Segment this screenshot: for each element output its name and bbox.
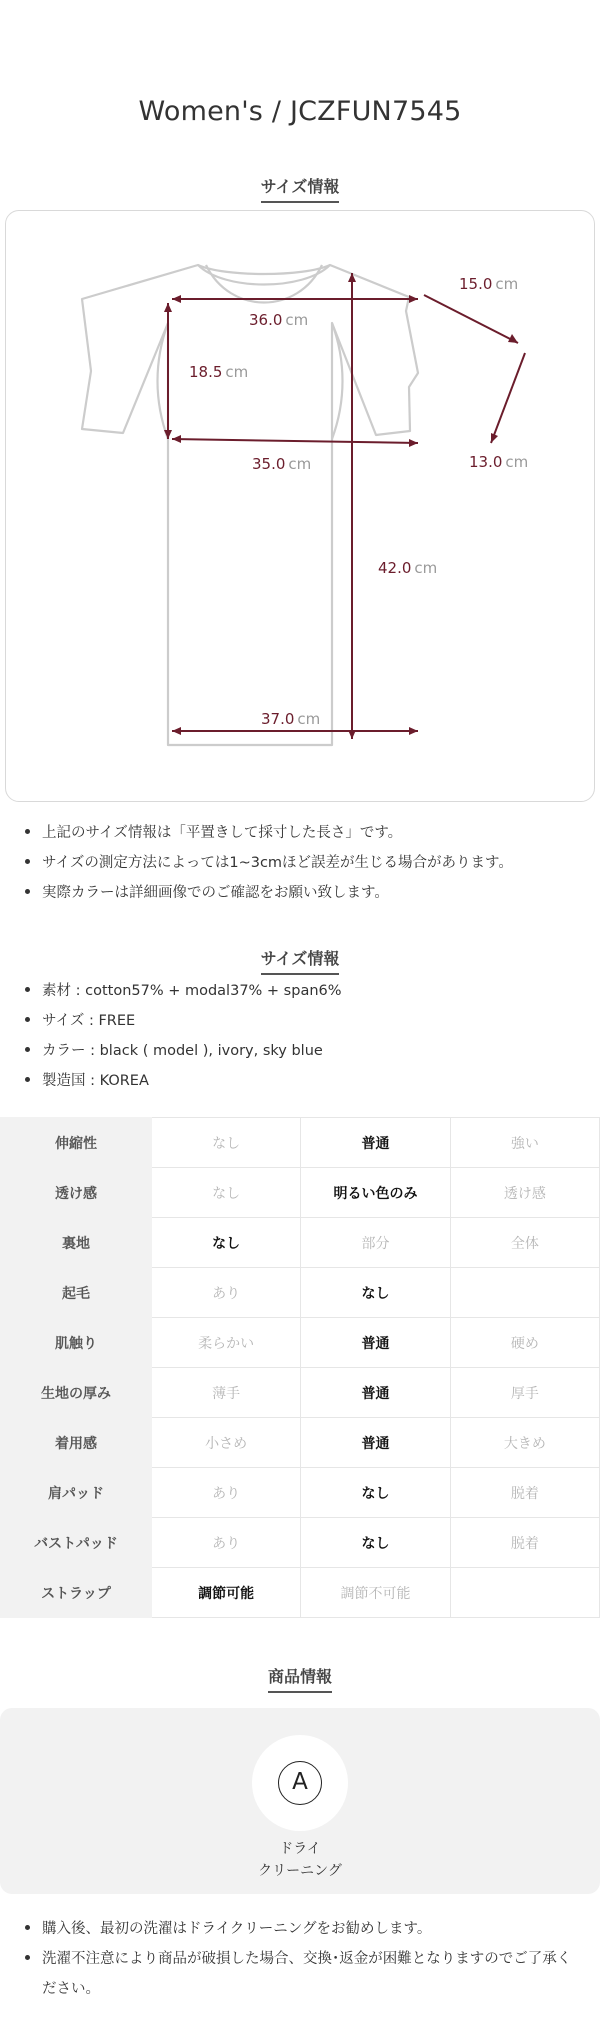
armhole-arrow-bottom	[164, 430, 172, 439]
attribute-option: あり	[152, 1468, 301, 1518]
armhole-arrow-top	[164, 303, 172, 312]
attribute-label: 生地の厚み	[1, 1368, 152, 1418]
attribute-label: バストパッド	[1, 1518, 152, 1568]
armhole-measurement: 18.5 cm	[189, 363, 249, 381]
attribute-row	[1, 1568, 600, 1618]
size-note: 実際カラーは詳細画像でのご確認をお願い致します。	[22, 878, 513, 908]
hem-arrow-right	[409, 727, 418, 735]
dry-clean-icon: A	[278, 1761, 322, 1805]
care-panel	[0, 1708, 600, 1894]
spec-heading: サイズ情報	[0, 946, 600, 975]
attribute-option: あり	[152, 1518, 301, 1568]
attribute-option: 薄手	[152, 1368, 301, 1418]
attribute-label: 起毛	[1, 1268, 152, 1318]
attribute-option: 全体	[450, 1218, 599, 1268]
attribute-label: 透け感	[1, 1168, 152, 1218]
size-info-heading: サイズ情報	[0, 174, 600, 203]
attribute-option	[450, 1268, 599, 1318]
chest-arrow-right	[409, 439, 418, 447]
attribute-option: 小さめ	[152, 1418, 301, 1468]
attribute-option: なし	[152, 1168, 301, 1218]
sleeve-measurement: 15.0 cm	[459, 275, 519, 293]
care-label-line2: クリーニング	[258, 1863, 342, 1879]
attribute-option: 硬め	[450, 1318, 599, 1368]
shoulder-arrow-right	[409, 295, 418, 303]
attribute-option: 厚手	[450, 1368, 599, 1418]
attribute-row	[1, 1168, 600, 1218]
attribute-option: 大きめ	[450, 1418, 599, 1468]
sleeve-line	[424, 295, 518, 343]
attribute-row	[1, 1418, 600, 1468]
sleeve-seam-right	[332, 323, 343, 439]
attribute-label: 伸縮性	[1, 1118, 152, 1168]
sleeve-seam-left	[158, 323, 169, 439]
size-notes-list	[22, 818, 513, 908]
chest-arrow-left	[172, 435, 181, 443]
attribute-label: 肩パッド	[1, 1468, 152, 1518]
attribute-option: 柔らかい	[152, 1318, 301, 1368]
size-note: 上記のサイズ情報は「平置きして採寸した長さ」です。	[22, 818, 513, 848]
attribute-option: 調節不可能	[301, 1568, 450, 1618]
chest-measurement: 35.0 cm	[252, 455, 312, 473]
attribute-option: 脱着	[450, 1518, 599, 1568]
attribute-option-selected: なし	[152, 1218, 301, 1268]
attribute-option: あり	[152, 1268, 301, 1318]
attribute-option-selected: なし	[301, 1468, 450, 1518]
size-diagram	[5, 210, 595, 802]
attribute-label: 着用感	[1, 1418, 152, 1468]
attribute-option: 脱着	[450, 1468, 599, 1518]
shoulder-arrow-left	[172, 295, 181, 303]
attribute-row	[1, 1518, 600, 1568]
attribute-option: 透け感	[450, 1168, 599, 1218]
attribute-option-selected: 普通	[301, 1318, 450, 1368]
attribute-option-selected: 明るい色のみ	[301, 1168, 450, 1218]
attribute-option-selected: なし	[301, 1268, 450, 1318]
sleeve-opening-measurement: 13.0 cm	[469, 453, 529, 471]
attribute-row	[1, 1468, 600, 1518]
hem-arrow-left	[172, 727, 181, 735]
care-symbol-badge	[252, 1735, 348, 1831]
spec-item-size: サイズ : FREE	[22, 1006, 342, 1036]
attribute-option-selected: 調節可能	[152, 1568, 301, 1618]
attribute-row	[1, 1368, 600, 1418]
size-note: サイズの測定方法によっては1~3cmほど誤差が生じる場合があります。	[22, 848, 513, 878]
spec-item-color: カラー : black ( model ), ivory, sky blue	[22, 1036, 342, 1066]
attribute-label: 裏地	[1, 1218, 152, 1268]
care-label-line1: ドライ	[279, 1841, 321, 1857]
sleeve-opening-arrow-end	[491, 433, 498, 443]
product-info-heading: 商品情報	[0, 1664, 600, 1693]
neck-rib	[198, 265, 330, 274]
sleeve-opening-line	[491, 353, 525, 443]
shoulder-measurement: 36.0 cm	[249, 311, 309, 329]
attribute-row	[1, 1218, 600, 1268]
chest-line	[172, 439, 418, 443]
attribute-option: なし	[152, 1118, 301, 1168]
attribute-option: 部分	[301, 1218, 450, 1268]
length-measurement: 42.0 cm	[378, 559, 438, 577]
attribute-option-selected: 普通	[301, 1118, 450, 1168]
hem-measurement: 37.0 cm	[261, 710, 321, 728]
care-note: 洗濯不注意により商品が破損した場合、交換･返金が困難となりますのでご了承ください。	[22, 1944, 578, 2004]
spec-item-material: 素材 : cotton57% + modal37% + span6%	[22, 976, 342, 1006]
care-note: 購入後、最初の洗濯はドライクリーニングをお勧めします。	[22, 1914, 578, 1944]
spec-list	[22, 976, 342, 1096]
attribute-option-selected: 普通	[301, 1368, 450, 1418]
spec-item-origin: 製造国 : KOREA	[22, 1066, 342, 1096]
attribute-option: 強い	[450, 1118, 599, 1168]
attribute-option	[450, 1568, 599, 1618]
attribute-label: 肌触り	[1, 1318, 152, 1368]
tshirt-outline	[82, 265, 418, 745]
attribute-row	[1, 1118, 600, 1168]
attribute-option-selected: なし	[301, 1518, 450, 1568]
attribute-table	[0, 1117, 600, 1618]
attribute-option-selected: 普通	[301, 1418, 450, 1468]
care-notes-list	[22, 1914, 578, 2004]
page-title: Women's / JCZFUN7545	[138, 96, 462, 127]
attribute-row	[1, 1268, 600, 1318]
attribute-label: ストラップ	[1, 1568, 152, 1618]
attribute-row	[1, 1318, 600, 1368]
